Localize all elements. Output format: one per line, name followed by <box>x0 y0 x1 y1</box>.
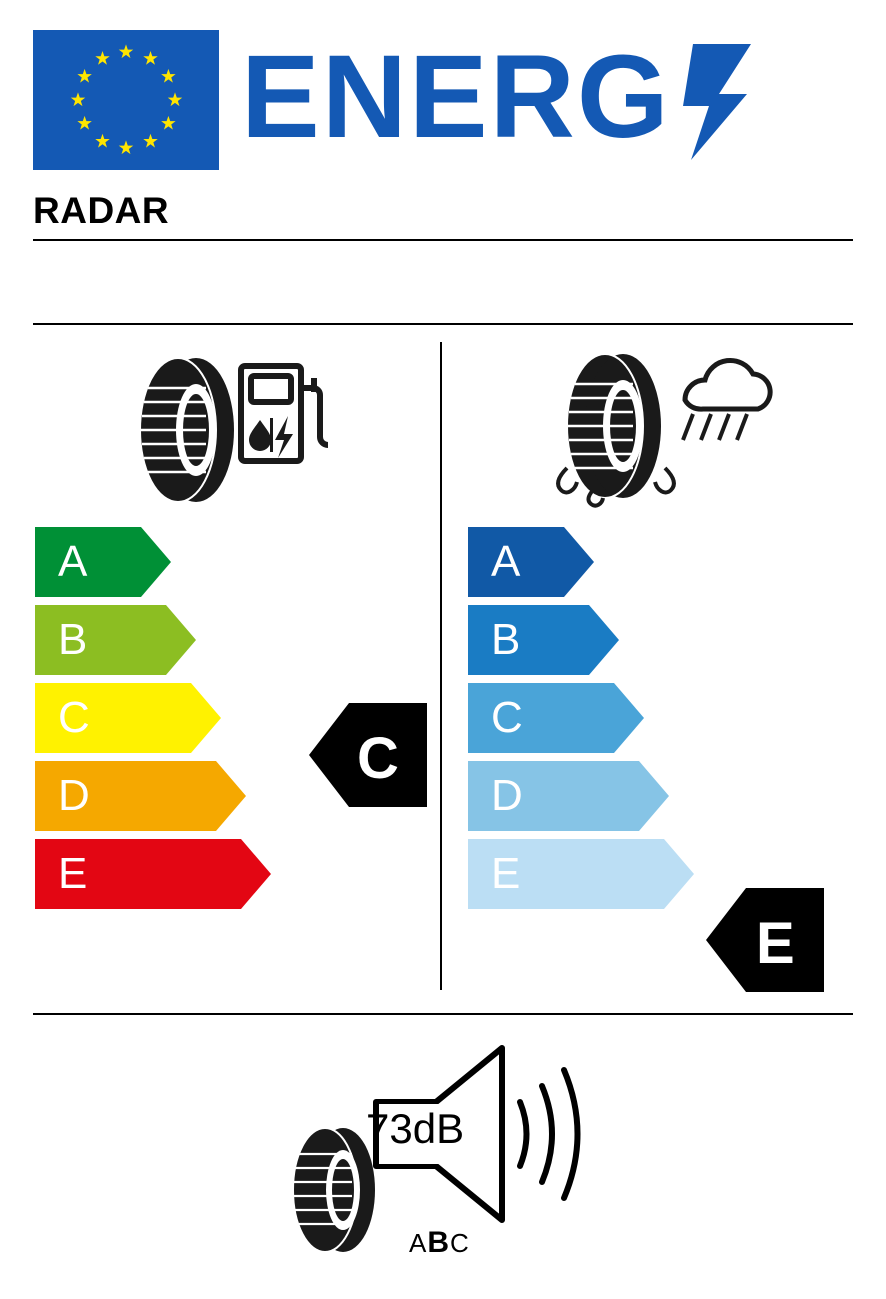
divider-bottom-section <box>33 1013 853 1015</box>
tyre-icon <box>140 358 234 502</box>
grade-letter: A <box>491 537 521 586</box>
fuel-efficiency-result <box>309 703 427 807</box>
grade-letter: C <box>58 693 90 742</box>
wet-grip-result <box>706 888 824 992</box>
result-letter: C <box>357 726 399 791</box>
divider-top-section <box>33 323 853 325</box>
label-header <box>33 30 853 170</box>
grade-arrow-a <box>35 527 171 597</box>
svg-text:ENERG: ENERG <box>241 36 671 163</box>
noise-class-scale <box>409 1226 470 1260</box>
divider-vertical <box>440 342 442 990</box>
tyre-icon <box>567 354 661 498</box>
noise-class-b-selected: B <box>427 1226 451 1259</box>
wet-grip-pictogram <box>525 348 790 513</box>
grade-letter: D <box>58 771 90 820</box>
grade-letter: E <box>491 849 521 898</box>
result-letter: E <box>756 911 795 976</box>
grade-letter: D <box>491 771 523 820</box>
energy-wordmark <box>241 36 851 166</box>
grade-letter: C <box>491 693 523 742</box>
noise-class-a: A <box>409 1228 428 1258</box>
eu-stars-icon <box>33 30 219 170</box>
divider-brand <box>33 239 853 241</box>
fuel-drop-icon <box>249 416 293 458</box>
brand-name: RADAR <box>33 190 170 231</box>
grade-letter: E <box>58 849 88 898</box>
eu-flag <box>33 30 219 170</box>
grade-letter: B <box>58 615 88 664</box>
grade-letter: A <box>58 537 88 586</box>
grade-letter: B <box>491 615 521 664</box>
grade-arrow-a <box>468 527 594 597</box>
fuel-efficiency-pictogram <box>118 348 328 513</box>
noise-value: 73dB <box>366 1105 465 1152</box>
rain-cloud-icon <box>683 360 770 440</box>
tyre-icon <box>293 1128 375 1252</box>
noise-class-c: C <box>450 1228 470 1258</box>
